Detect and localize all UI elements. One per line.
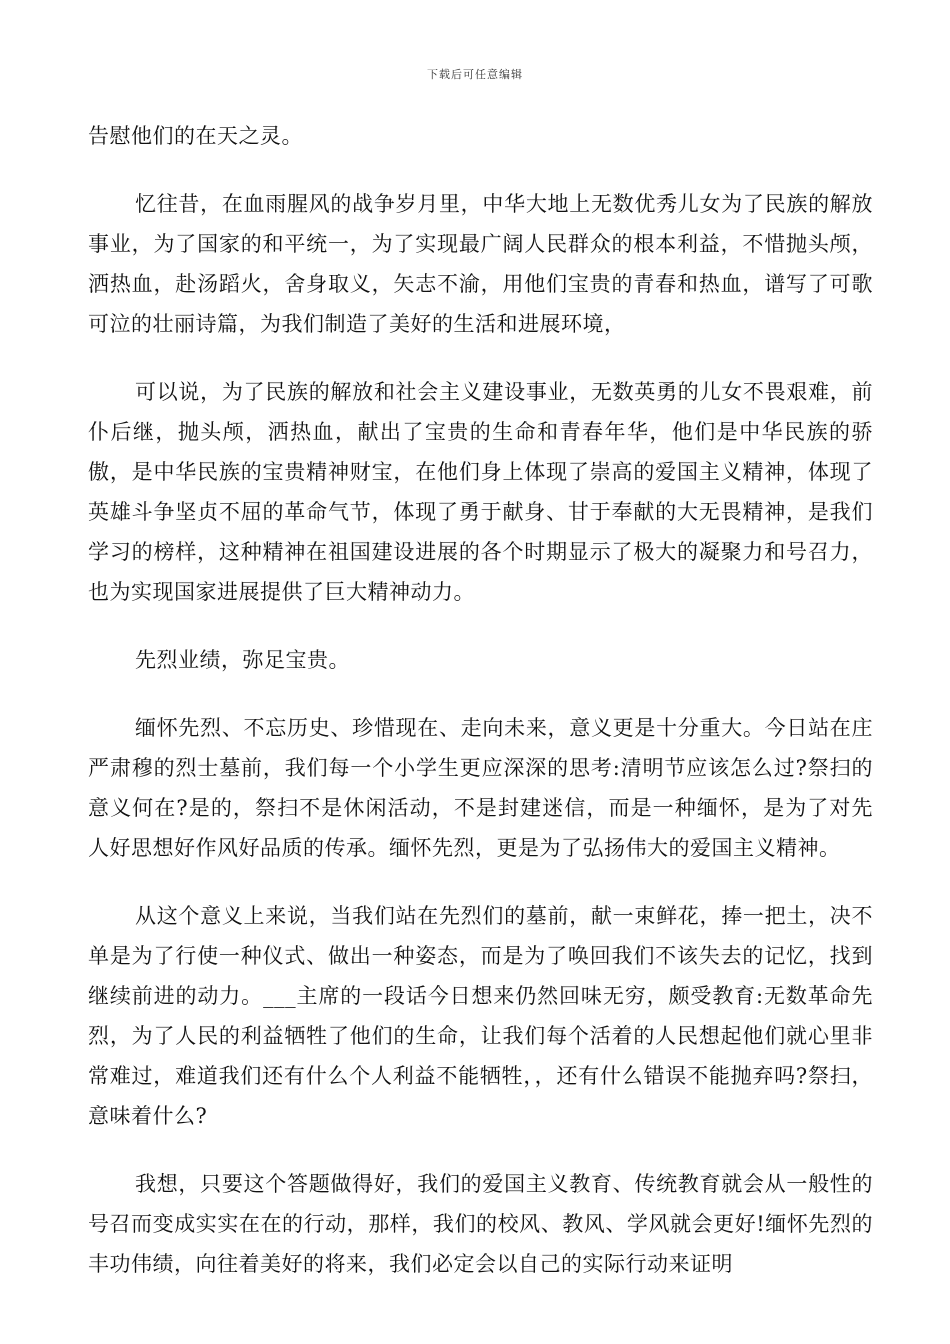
page-header: 下载后可任意编辑 — [427, 68, 523, 81]
paragraph: 可以说，为了民族的解放和社会主义建设事业，无数英勇的儿女不畏艰难，前仆后继，抛头颅，洒热血，献出了宝贵的生命和青春年华，他们是中华民族的骄傲，是中华民族的宝贵精神财宝，在他们身上体现了崇高的爱国主义精神，体现了英雄斗争坚贞不屈的革命气节，体现了勇于献身、甘于奉献的大无畏精神，是我们学习的榜样，这种精神在祖国建设进展的各个时期显示了极大的凝聚力和号召力，也为实现国家进展提供了巨大精神动力。 — [88, 380, 873, 604]
paragraph: 先烈业绩，弥足宝贵。 — [135, 648, 350, 672]
paragraph: 忆往昔，在血雨腥风的战争岁月里，中华大地上无数优秀儿女为了民族的解放事业，为了国家的和平统一，为了实现最广阔人民群众的根本利益，不惜抛头颅，洒热血，赴汤蹈火，舍身取义，矢志不渝，用他们宝贵的青春和热血，谱写了可歌可泣的壮丽诗篇，为我们制造了美好的生活和进展环境， — [88, 192, 873, 336]
paragraph: 从这个意义上来说，当我们站在先烈们的墓前，献一束鲜花，捧一把土，决不单是为了行使一种仪式、做出一种姿态，而是为了唤回我们不该失去的记忆，找到继续前进的动力。___主席的一段话今日想来仍然回味无穷，颇受教育:无数革命先烈，为了人民的利益牺牲了他们的生命，让我们每个活着的人民想起他们就心里非常难过，难道我们还有什么个人利益不能牺牲，，还有什么错误不能抛弃吗?祭扫，意味着什么? — [88, 904, 873, 1128]
paragraph-continuation: 告慰他们的在天之灵。 — [88, 124, 303, 148]
document-body — [88, 116, 873, 1284]
paragraph: 缅怀先烈、不忘历史、珍惜现在、走向未来，意义更是十分重大。今日站在庄严肃穆的烈士墓前，我们每一个小学生更应深深的思考:清明节应该怎么过?祭扫的意义何在?是的，祭扫不是休闲活动，不是封建迷信，而是一种缅怀，是为了对先人好思想好作风好品质的传承。缅怀先烈，更是为了弘扬伟大的爱国主义精神。 — [88, 716, 873, 860]
paragraph: 我想，只要这个答题做得好，我们的爱国主义教育、传统教育就会从一般性的号召而变成实实在在的行动，那样，我们的校风、教风、学风就会更好!缅怀先烈的丰功伟绩，向往着美好的将来，我们必定会以自己的实际行动来证明 — [88, 1172, 873, 1276]
